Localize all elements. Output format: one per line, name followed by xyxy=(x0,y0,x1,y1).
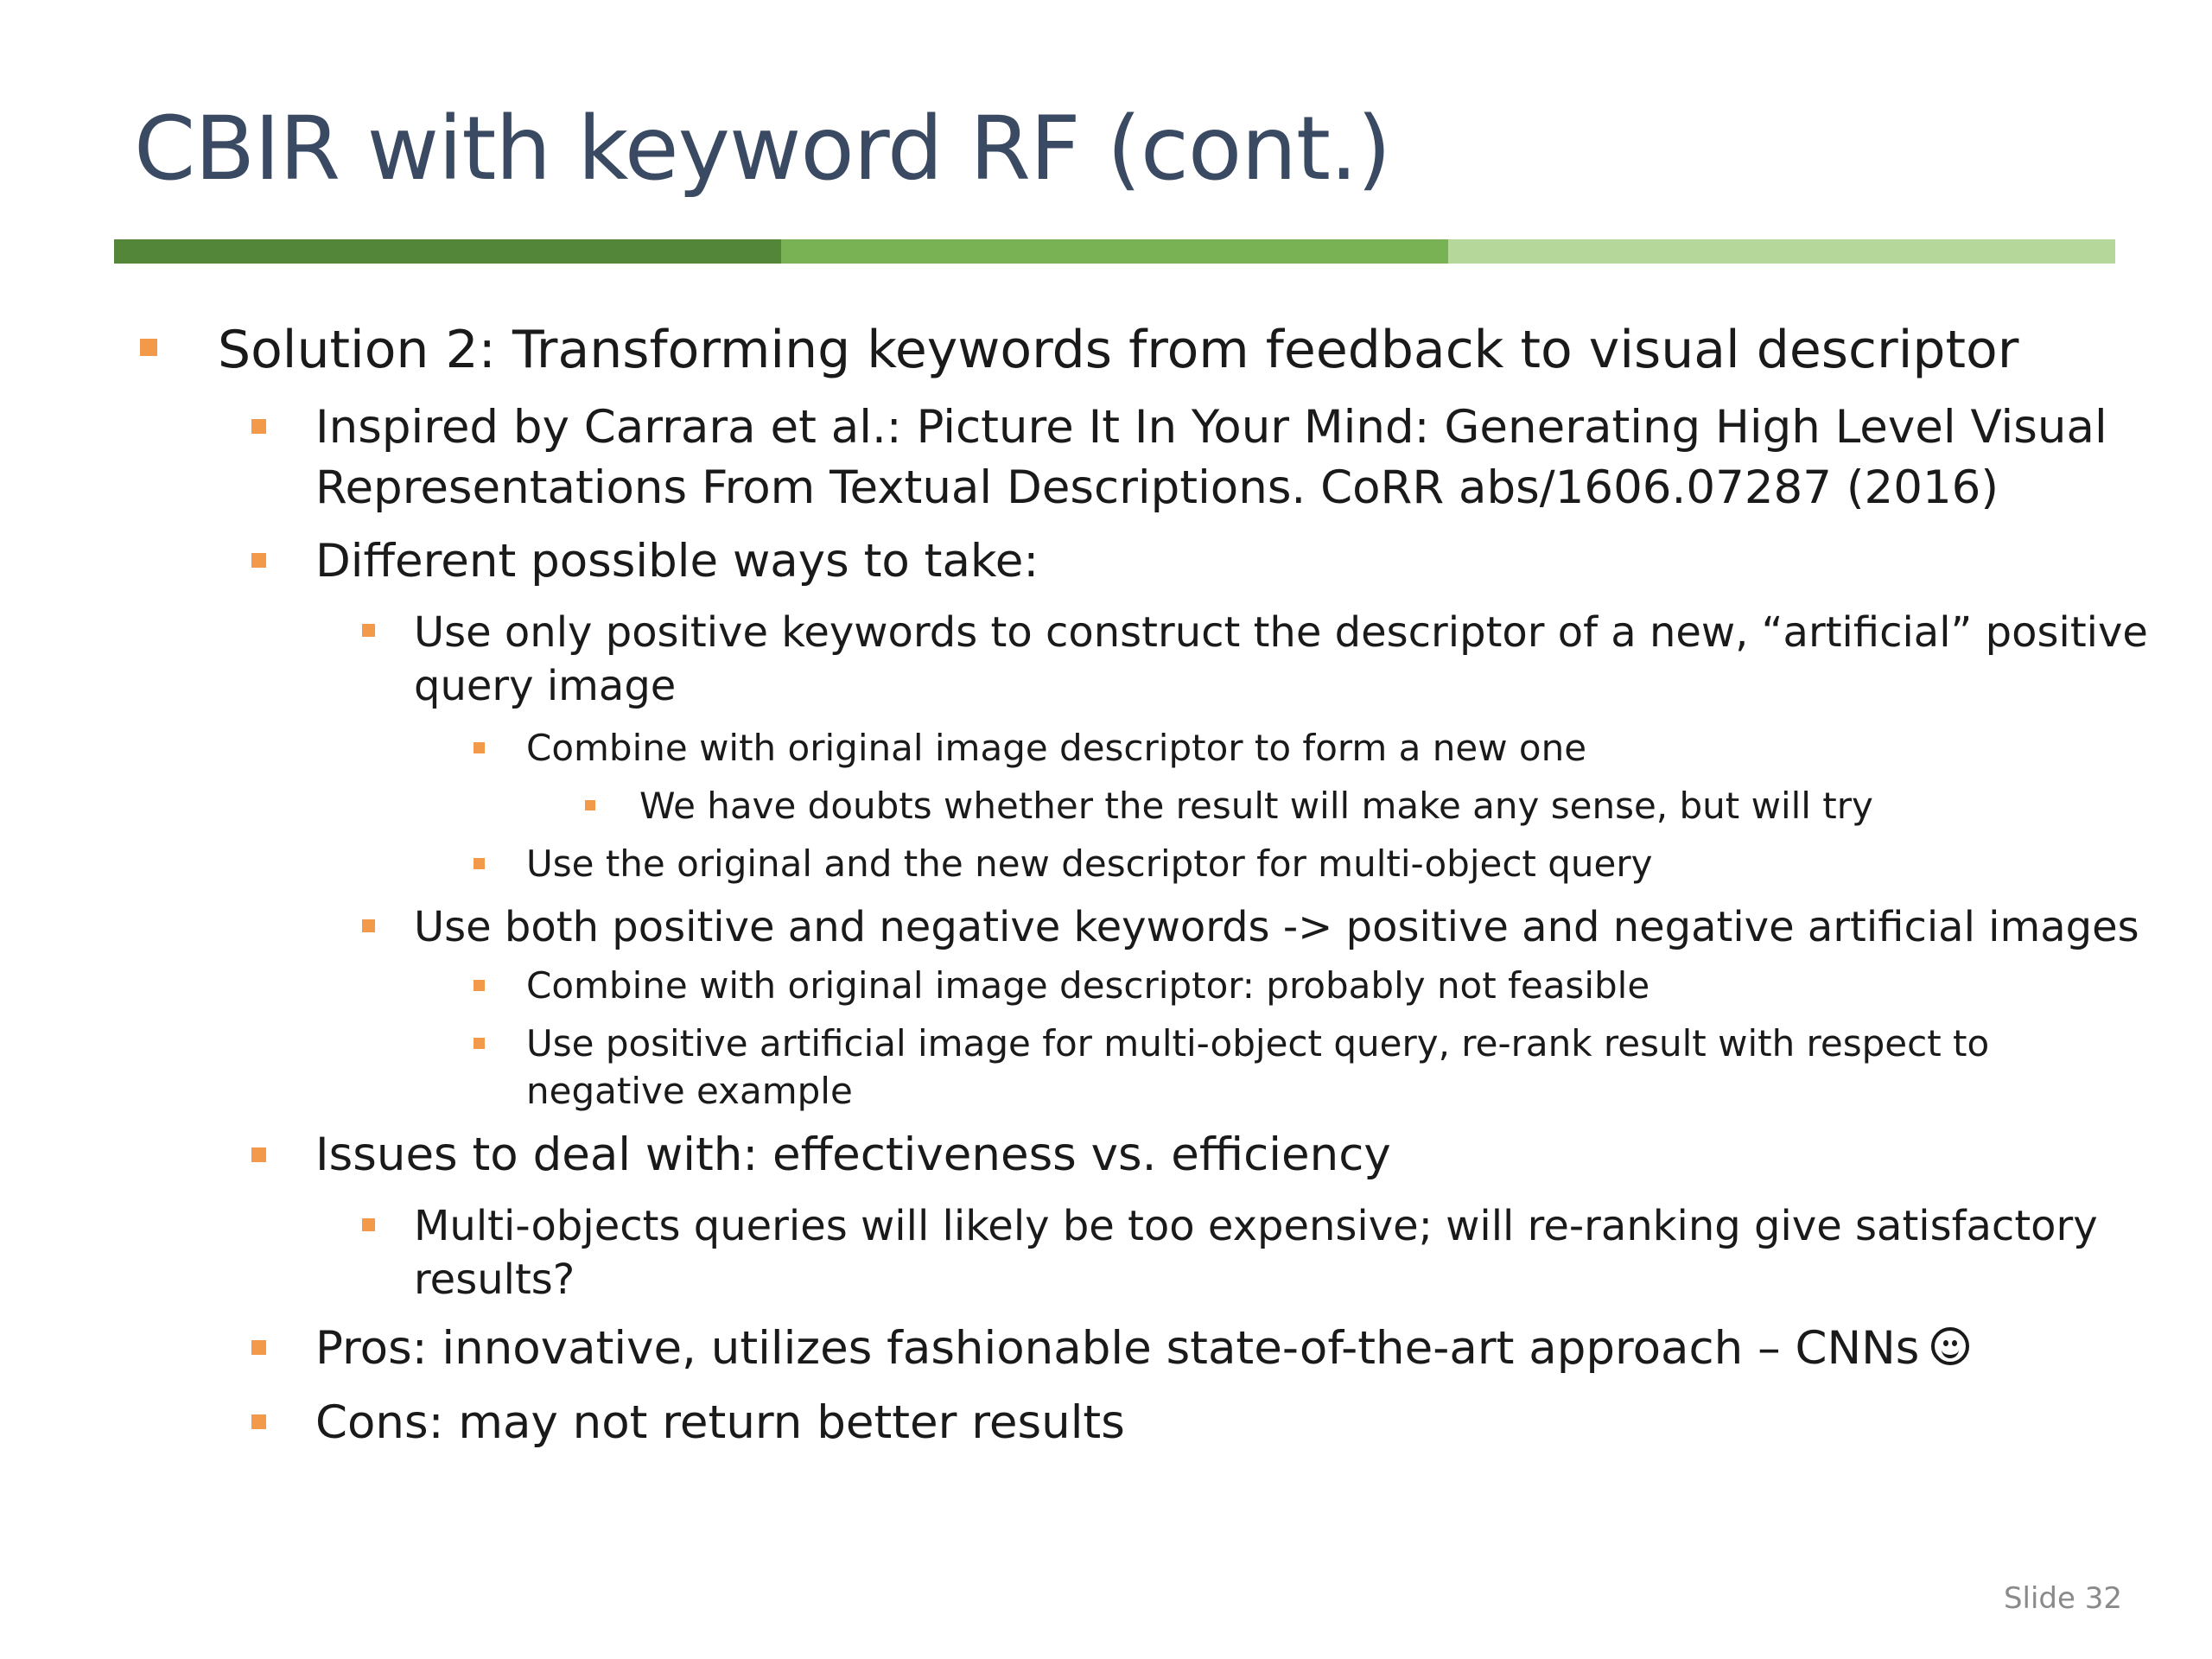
bullet-item-level4-line1: Use positive artificial image for multi-object query, re-rank result with respect to xyxy=(526,1022,1990,1065)
bullet-item-level4: Combine with original image descriptor to form a new one xyxy=(526,727,1587,769)
bullet-item-level4: Combine with original image descriptor: probably not feasible xyxy=(526,964,1650,1007)
bullet-item-level4-line2: negative example xyxy=(526,1070,853,1112)
slide-title: CBIR with keyword RF (cont.) xyxy=(134,98,1391,200)
smiley-icon xyxy=(1931,1327,1969,1365)
bullet-marker xyxy=(585,800,595,810)
bullet-marker xyxy=(362,624,375,637)
bullet-item-level2: Different possible ways to take: xyxy=(315,535,1039,588)
bullet-marker xyxy=(140,339,157,356)
bullet-item-level4: Use the original and the new descriptor for multi-object query xyxy=(526,842,1653,885)
bullet-item-level3-line2: query image xyxy=(414,662,677,710)
bullet-marker xyxy=(474,858,485,869)
bullet-marker xyxy=(474,1038,485,1049)
bullet-item-level2-line1: Inspired by Carrara et al.: Picture It In Your Mind: Generating High Level Visual xyxy=(315,401,2107,454)
bullet-item-level3-line1: Multi-objects queries will likely be too expensive; will re-ranking give satisfactory xyxy=(414,1202,2098,1250)
bullet-item-level5: We have doubts whether the result will make any sense, but will try xyxy=(639,785,1873,827)
bullet-item-level3: Use both positive and negative keywords -> positive and negative artificial images xyxy=(414,903,2139,951)
bullet-item-level2-pros xyxy=(315,1319,1969,1379)
bullet-marker xyxy=(251,553,266,568)
bullet-marker xyxy=(251,1147,266,1162)
bullet-marker xyxy=(362,1218,375,1231)
bullet-marker xyxy=(474,980,485,991)
bullet-marker xyxy=(251,1340,266,1355)
bullet-marker xyxy=(251,419,266,434)
bullet-item-level1: Solution 2: Transforming keywords from feedback to visual descriptor xyxy=(218,320,2019,380)
pros-text: Pros: innovative, utilizes fashionable state-of-the-art approach – CNNs xyxy=(315,1322,1920,1375)
bullet-item-level3-line1: Use only positive keywords to construct the descriptor of a new, “artificial” positive xyxy=(414,608,2148,657)
slide-number: Slide 32 xyxy=(2003,1581,2122,1616)
bullet-item-level2-cons: Cons: may not return better results xyxy=(315,1396,1125,1449)
bullet-marker xyxy=(251,1414,266,1429)
bullet-item-level3-line2: results? xyxy=(414,1255,575,1304)
bullet-item-level2-line2: Representations From Textual Descriptions. CoRR abs/1606.07287 (2016) xyxy=(315,461,1999,514)
bullet-item-level2: Issues to deal with: effectiveness vs. efficiency xyxy=(315,1128,1391,1181)
bullet-marker xyxy=(474,742,485,753)
bullet-marker xyxy=(362,919,375,932)
